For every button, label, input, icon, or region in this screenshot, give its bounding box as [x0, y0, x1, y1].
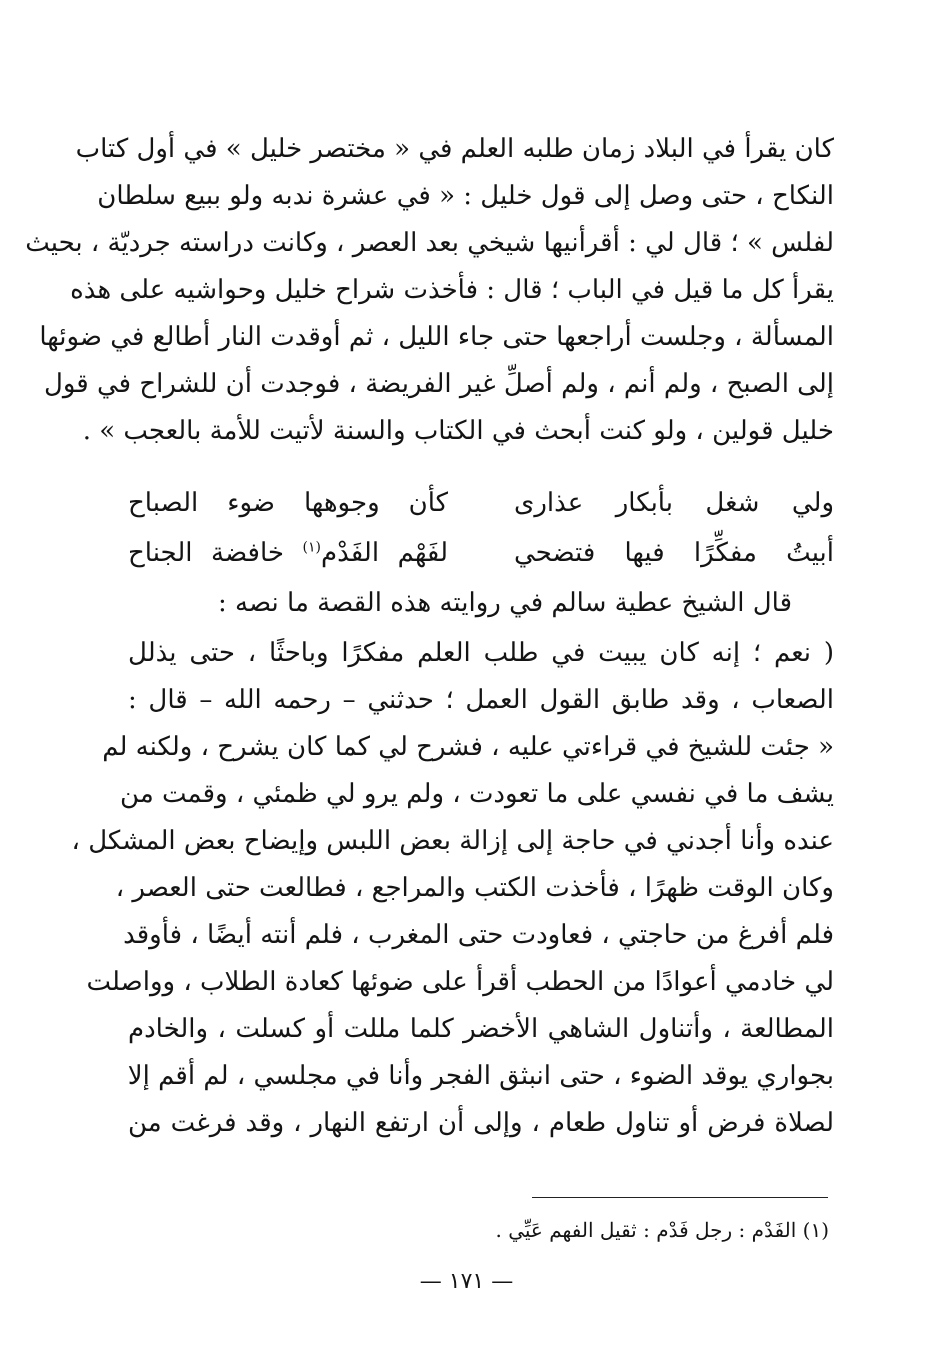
second-hemistich: كأن وجوهها ضوء الصباح [128, 488, 448, 518]
intro-line-block [128, 580, 834, 627]
text-line: فلم أفرغ من حاجتي ، فعاودت حتى المغرب ، فلم أنته أيضًا ، فأوقد [123, 920, 834, 950]
footnote-marker[interactable]: (١) [302, 539, 322, 556]
text-line: لفلس » ؛ قال لي : أقرأنيها شيخي بعد العصر ، وكانت دراسته جرديّة ، بحيث [25, 228, 834, 258]
text-line: ( نعم ؛ إنه كان يبيت في طلب العلم مفكرًا وباحثًا ، حتى يذلل [128, 638, 834, 668]
text-line: وكان الوقت ظهرًا ، فأخذت الكتب والمراجع ، فطالعت حتى العصر ، [115, 873, 834, 903]
text-line: « جئت للشيخ في قراءتي عليه ، فشرح لي كما كان يشرح ، ولكنه لم [102, 732, 834, 762]
text-line: الصعاب ، وقد طابق القول العمل ؛ حدثني – رحمه الله – قال : [128, 685, 834, 715]
paragraph-story-khalil [25, 126, 834, 455]
poem-verses [128, 478, 834, 578]
verse-line [128, 478, 834, 528]
text-line: لي خادمي أعوادًا من الحطب أقرأ على ضوئها كعادة الطلاب ، وواصلت [86, 967, 834, 997]
text-line: خليل قولين ، ولو كنت أبحث في الكتاب والسنة لأتيت للأمة بالعجب » . [82, 416, 834, 446]
second-hemistich [128, 528, 448, 578]
text-line: المسألة ، وجلست أراجعها حتى جاء الليل ، ثم أوقدت النار أطالع في ضوئها [39, 322, 834, 352]
hemistich-text: خافضة الجناح [128, 538, 303, 568]
hemistich-text: لفَهْم الفَدْم [321, 538, 448, 568]
intro-line: قال الشيخ عطية سالم في روايته هذه القصة ما نصه : [218, 588, 792, 618]
text-line: المطالعة ، وأتناول الشاهي الأخضر كلما مللت أو كسلت ، والخادم [128, 1014, 834, 1044]
footnote-divider [532, 1197, 828, 1198]
text-line: النكاح ، حتى وصل إلى قول خليل : « في عشرة ندبه ولو ببيع سلطان [97, 181, 834, 211]
text-line: يشف ما في نفسي على ما تعودت ، ولم يرو لي ظمئي ، وقمت من [120, 779, 834, 809]
text-line: إلى الصبح ، ولم أنم ، ولم أصلِّ غير الفريضة ، فوجدت أن للشراح في قول [43, 369, 834, 399]
text-line: عنده وأنا أجدني في حاجة إلى إزالة بعض اللبس وإيضاح بعض المشكل ، [71, 826, 834, 856]
text-line: كان يقرأ في البلاد زمان طلبه العلم في « مختصر خليل » في أول كتاب [75, 134, 834, 164]
first-hemistich: أبيتُ مفكِّرًا فيها فتضحي [514, 538, 834, 568]
paragraph-attiya-quote [71, 630, 834, 1147]
first-hemistich: ولي شغل بأبكار عذارى [514, 488, 834, 518]
footnote: (١) الفَدْم : رجل فَدْم : ثقيل الفهم عَيِّي . [495, 1218, 829, 1242]
text-line: بجواري يوقد الضوء ، حتى انبثق الفجر وأنا في مجلسي ، لم أقم إلا [127, 1061, 834, 1091]
verse-line [128, 528, 834, 578]
text-line: يقرأ كل ما قيل في الباب ؛ قال : فأخذت شراح خليل وحواشيه على هذه [70, 275, 834, 305]
page-number: — ١٧١ — [419, 1269, 514, 1294]
text-line: لصلاة فرض أو تناول طعام ، وإلى أن ارتفع النهار ، وقد فرغت من [128, 1108, 834, 1138]
